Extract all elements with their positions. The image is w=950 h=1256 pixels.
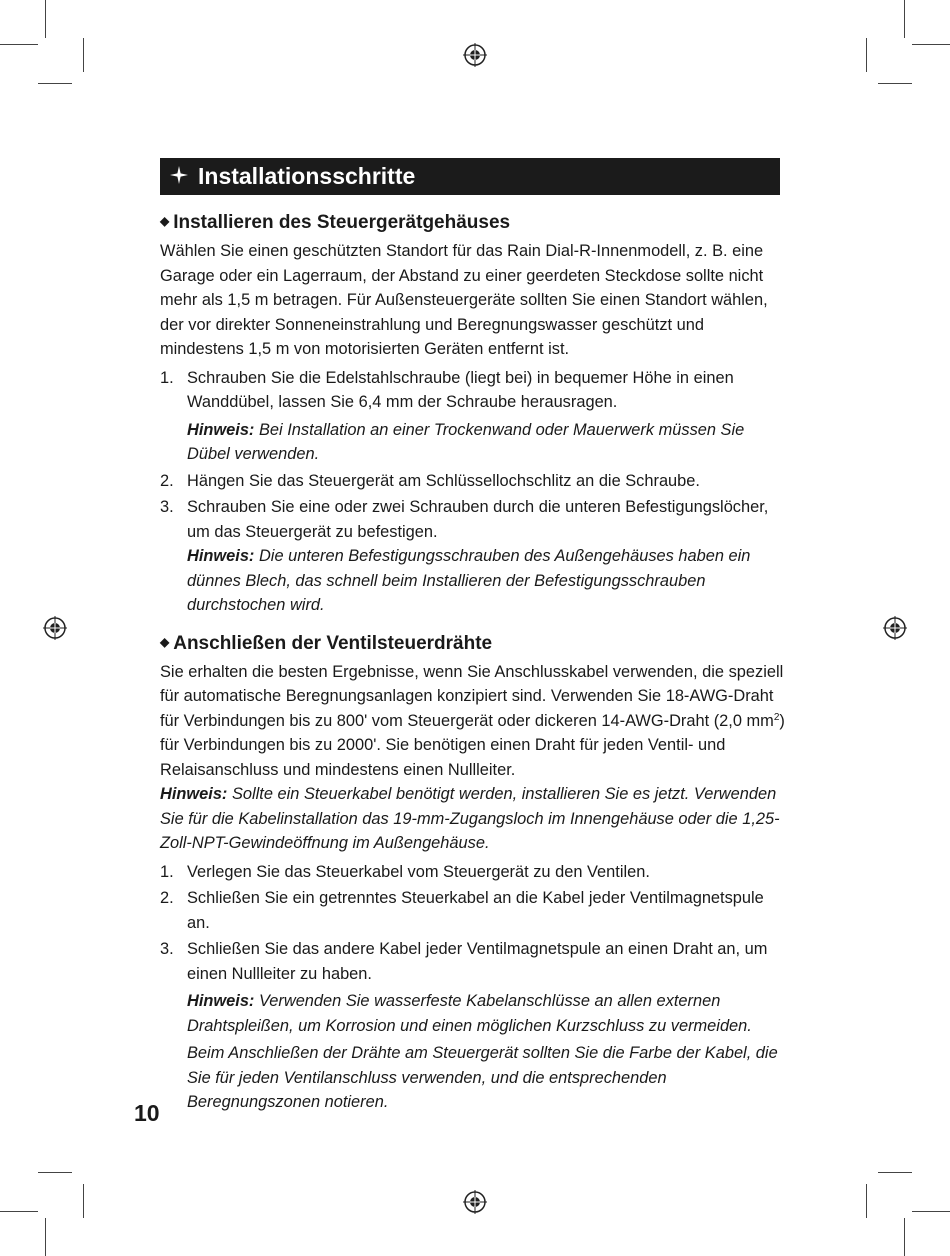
section-heading: ◆ Anschließen der Ventilsteuerdrähte xyxy=(160,632,493,654)
note: Hinweis: Verwenden Sie wasserfeste Kabelanschlüsse an allen externen Drahtspleißen, um Korrosion und einen möglichen Kurzschluss zu vermeiden. xyxy=(187,992,752,1035)
page-content xyxy=(160,158,790,1117)
section-heading: ◆ Installieren des Steuergerätgehäuses xyxy=(160,212,511,233)
list-item: 1. Schrauben Sie die Edelstahlschraube (liegt bei) in bequemer Höhe in einen Wanddübel, lassen Sie 6,4 mm der Schraube herausragen. Hinweis: Bei Installation an einer Trockenwand oder Mauerwerk müssen Sie Dübel verwenden. xyxy=(160,366,790,467)
crop-mark xyxy=(878,83,912,84)
note: Hinweis: Sollte ein Steuerkabel benötigt werden, installieren Sie es jetzt. Verwenden Sie für die Kabelinstallation das 19-mm-Zugangsloch im Innengehäuse oder die 1,25-Zoll-NPT-Gewindeöffnung im Außengehäuse. xyxy=(160,785,780,852)
banner-title: Installationsschritte xyxy=(198,163,416,189)
page-number: 10 xyxy=(134,1100,160,1126)
crop-mark xyxy=(866,1184,867,1218)
section-banner xyxy=(160,158,780,195)
list-item: 1. Verlegen Sie das Steuerkabel vom Steuergerät zu den Ventilen. xyxy=(160,862,650,881)
crop-mark xyxy=(83,1184,84,1218)
list-item: 3. Schrauben Sie eine oder zwei Schrauben durch die unteren Befestigungslöcher, um das Steuergerät zu befestigen. Hinweis: Die unteren Befestigungsschrauben des Außengehäuses haben ein dünnes Blech, das schnell beim Installieren der Befestigungsschrauben durchstochen wird. xyxy=(160,495,790,618)
crop-mark xyxy=(878,1172,912,1173)
diamond-bullet-icon: ◆ xyxy=(160,634,170,649)
note: Hinweis: Bei Installation an einer Trockenwand oder Mauerwerk müssen Sie Dübel verwenden. xyxy=(187,420,745,463)
registration-mark-icon xyxy=(463,1190,487,1214)
diamond-bullet-icon: ◆ xyxy=(160,214,170,228)
step-list xyxy=(160,366,790,618)
crop-mark xyxy=(0,1211,38,1212)
crop-mark xyxy=(904,0,905,38)
crop-mark xyxy=(912,1211,950,1212)
crop-mark xyxy=(45,0,46,38)
crop-mark xyxy=(904,1218,905,1256)
crop-mark xyxy=(38,83,72,84)
list-item: 3. Schließen Sie das andere Kabel jeder Ventilmagnetspule an einen Draht an, um einen Nullleiter zu haben. Hinweis: Verwenden Sie wasserfeste Kabelanschlüsse an allen externen Drahtspleißen, um Korrosion und einen möglichen Kurzschluss zu vermeiden. Beim Anschließen der Drähte am Steuergerät sollten Sie die Farbe der Kabel, die Sie für jeden Ventilanschluss verwenden, und die entsprechenden Beregnungszonen notieren. xyxy=(160,937,790,1115)
sparkle-icon xyxy=(170,158,190,195)
body-paragraph: Wählen Sie einen geschützten Standort für das Rain Dial-R-Innenmodell, z. B. eine Garage oder ein Lagerraum, der Abstand zu einer geerdeten Steckdose sollte nicht mehr als 1,5 m betragen. Für Außensteuergeräte sollten Sie einen Standort wählen, der vor direkter Sonneneinstrahlung und Beregnungswasser geschützt und mindestens 1,5 m von motorisierten Geräten entfernt ist. xyxy=(160,242,768,358)
body-paragraph: Sie erhalten die besten Ergebnisse, wenn Sie Anschlusskabel verwenden, die speziell für automatische Beregnungsanlagen konzipiert sind. Verwenden Sie 18-AWG-Draht für Verbindungen bis zu 800' vom Steuergerät oder dickeren 14-AWG-Draht (2,0 $mm^2$) für Verbindungen bis zu 2000'. Sie benötigen einen Draht für jeden Ventil- und Relaisanschluss und mindestens einen Nullleiter. xyxy=(160,662,785,779)
crop-mark xyxy=(912,44,950,45)
registration-mark-icon xyxy=(43,616,67,640)
note: Hinweis: Die unteren Befestigungsschrauben des Außengehäuses haben ein dünnes Blech, das schnell beim Installieren der Befestigungsschrauben durchstochen wird. xyxy=(187,547,751,614)
crop-mark xyxy=(38,1172,72,1173)
note: Beim Anschließen der Drähte am Steuergerät sollten Sie die Farbe der Kabel, die Sie für jeden Ventilanschluss verwenden, und die entsprechenden Beregnungszonen notieren. xyxy=(187,1044,778,1111)
crop-mark xyxy=(45,1218,46,1256)
step-list xyxy=(160,860,790,1115)
registration-mark-icon xyxy=(463,43,487,67)
crop-mark xyxy=(0,44,38,45)
registration-mark-icon xyxy=(883,616,907,640)
list-item: 2. Schließen Sie ein getrenntes Steuerkabel an die Kabel jeder Ventilmagnetspule an. xyxy=(160,889,764,932)
list-item: 2. Hängen Sie das Steuergerät am Schlüssellochschlitz an die Schraube. xyxy=(160,471,700,490)
crop-mark xyxy=(83,38,84,72)
crop-mark xyxy=(866,38,867,72)
